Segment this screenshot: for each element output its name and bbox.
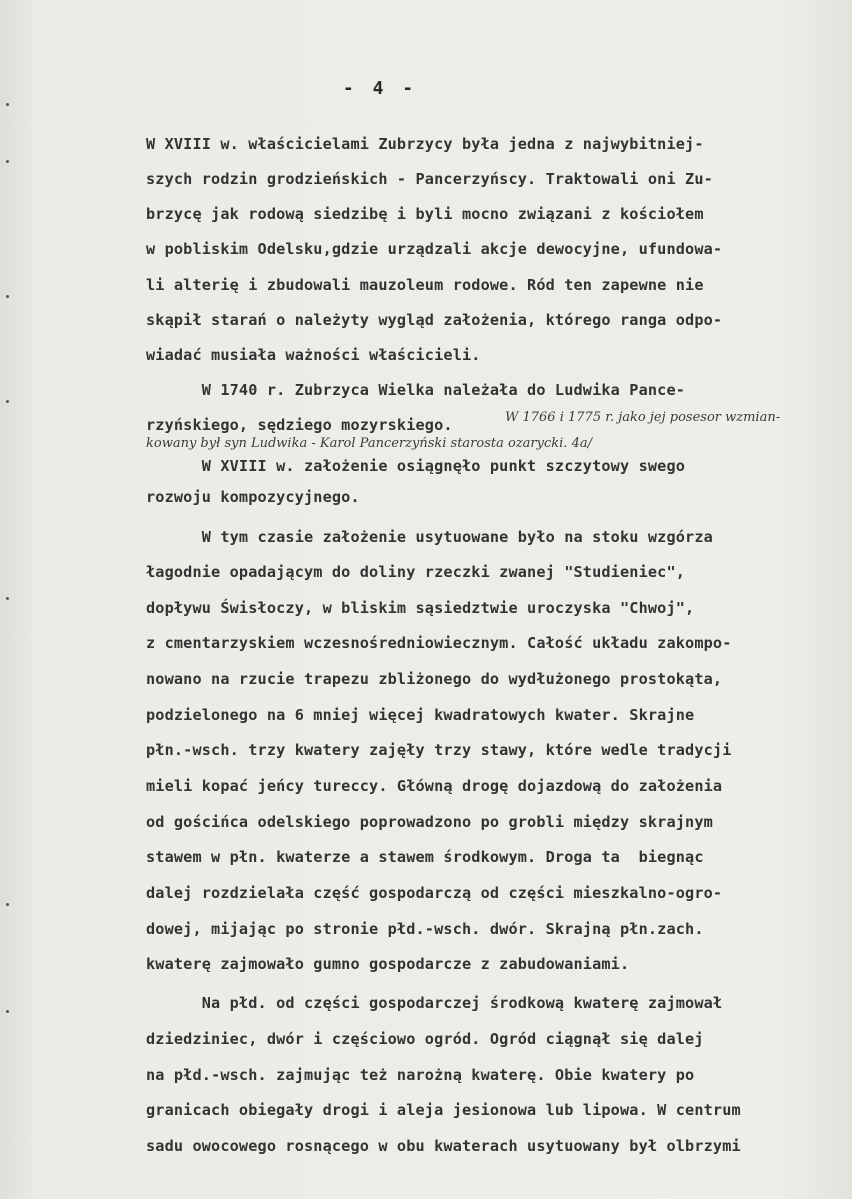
text-line: kwaterę zajmowało gumno gospodarcze z zabudowaniami.	[146, 955, 630, 973]
handwritten-note-line: W 1766 i 1775 r. jako jej posesor wzmian-	[505, 410, 781, 425]
margin-dot	[6, 1010, 9, 1013]
text-line: dopływu Świsłoczy, w bliskim sąsiedztwie uroczyska "Chwoj",	[146, 599, 695, 617]
text-line: od gościńca odelskiego poprowadzono po grobli między skrajnym	[146, 813, 713, 831]
text-line: stawem w płn. kwaterze a stawem środkowym. Droga ta biegnąc	[146, 848, 704, 866]
text-line: sadu owocowego rosnącego w obu kwaterach usytuowany był olbrzymi	[146, 1137, 741, 1155]
margin-dot	[6, 400, 9, 403]
text-line: W 1740 r. Zubrzyca Wielka należała do Ludwika Pance-	[146, 381, 686, 399]
text-line: dziedziniec, dwór i częściowo ogród. Ogród ciągnął się dalej	[146, 1030, 704, 1048]
text-line: brzycę jak rodową siedzibę i byli mocno związani z kościołem	[146, 205, 704, 223]
text-line: granicach obiegały drogi i aleja jesionowa lub lipowa. W centrum	[146, 1101, 741, 1119]
text-line: płn.-wsch. trzy kwatery zajęły trzy stawy, które wedle tradycji	[146, 741, 732, 759]
text-line: W XVIII w. założenie osiągnęło punkt szczytowy swego	[146, 457, 686, 475]
margin-dot	[6, 597, 9, 600]
text-line: W XVIII w. właścicielami Zubrzycy była jedna z najwybitniej-	[146, 135, 704, 153]
margin-dot	[6, 903, 9, 906]
text-line: rzyńskiego, sędziego mozyrskiego.	[146, 416, 453, 434]
page-number: - 4 -	[342, 78, 418, 99]
text-line: nowano na rzucie trapezu zbliżonego do wydłużonego prostokąta,	[146, 670, 723, 688]
text-line: z cmentarzyskiem wczesnośredniowiecznym. Całość układu zakompo-	[146, 634, 732, 652]
text-line: wiadać musiała ważności właścicieli.	[146, 346, 481, 364]
margin-dot	[6, 160, 9, 163]
text-line: W tym czasie założenie usytuowane było na stoku wzgórza	[146, 528, 713, 546]
text-line: łagodnie opadającym do doliny rzeczki zwanej "Studieniec",	[146, 563, 686, 581]
text-line: dowej, mijając po stronie płd.-wsch. dwór. Skrajną płn.zach.	[146, 920, 704, 938]
margin-dot	[6, 103, 9, 106]
text-line: na płd.-wsch. zajmując też narożną kwaterę. Obie kwatery po	[146, 1066, 695, 1084]
text-line: li alterię i zbudowali mauzoleum rodowe. Ród ten zapewne nie	[146, 276, 704, 294]
text-line: Na płd. od części gospodarczej środkową kwaterę zajmował	[146, 994, 723, 1012]
text-line: rozwoju kompozycyjnego.	[146, 488, 360, 506]
text-line: mieli kopać jeńcy tureccy. Główną drogę dojazdową do założenia	[146, 777, 723, 795]
text-line: podzielonego na 6 mniej więcej kwadratowych kwater. Skrajne	[146, 706, 695, 724]
text-line: w pobliskim Odelsku,gdzie urządzali akcje dewocyjne, ufundowa-	[146, 240, 723, 258]
text-line: szych rodzin grodzieńskich - Pancerzyńscy. Traktowali oni Zu-	[146, 170, 713, 188]
text-line: dalej rozdzielała część gospodarczą od części mieszkalno-ogro-	[146, 884, 723, 902]
handwritten-note-line: kowany był syn Ludwika - Karol Pancerzyński starosta ozarycki. 4a/	[146, 436, 592, 451]
text-line: skąpił starań o należyty wygląd założenia, którego ranga odpo-	[146, 311, 723, 329]
margin-dot	[6, 295, 9, 298]
